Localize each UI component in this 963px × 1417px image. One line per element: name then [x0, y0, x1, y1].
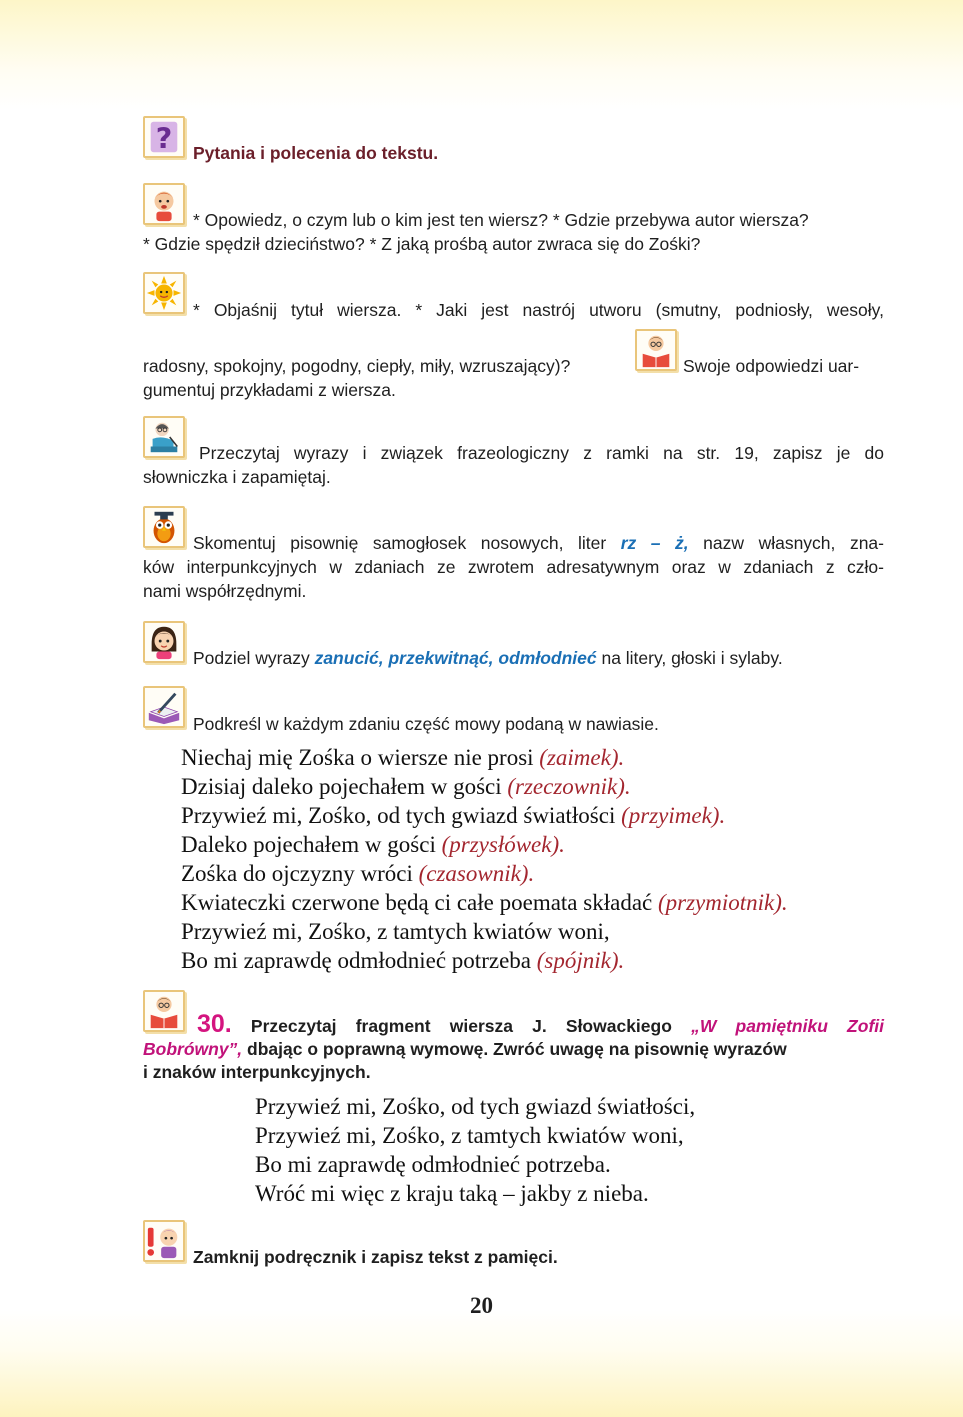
owl-teacher-icon: [143, 506, 185, 548]
q2-line2a: radosny, spokojny, pogodny, ciepły, miły, wzruszający)?: [143, 356, 571, 376]
exercise-number: 30.: [197, 1010, 232, 1038]
sentence-7: Przywieź mi, Zośko, z tamtych kwiatów woni,: [181, 919, 610, 944]
q3-line2: słowniczka i zapamiętaj.: [143, 467, 331, 487]
q4-line1: [193, 531, 884, 555]
q4-line1b: nazw własnych, zna-: [688, 533, 884, 553]
q2-line1: * Objaśnij tytuł wiersza. * Jaki jest nastrój utworu (smutny, podniosły, wesoły,: [193, 300, 884, 320]
poem-line: Przywieź mi, Zośko, od tych gwiazd światłości,: [255, 1094, 696, 1119]
pen-notebook-icon: [143, 686, 185, 728]
q2-line2b: Swoje odpowiedzi uar-: [683, 356, 860, 376]
q5-text: [193, 646, 783, 670]
poem-fragment: [255, 1092, 695, 1208]
sentence-8: Bo mi zaprawdę odmłodnieć potrzeba (spójnik).: [181, 948, 625, 973]
final-instruction: Zamknij podręcznik i zapisz tekst z pamięci.: [193, 1247, 558, 1267]
poem-line: Wróć mi więc z kraju taką – jakby z nieba.: [255, 1181, 649, 1206]
q5-after: na litery, głoski i sylaby.: [596, 648, 783, 668]
q1-line1: * Opowiedz, o czym lub o kim jest ten wiersz? * Gdzie przebywa autor wiersza?: [193, 210, 809, 230]
boy-reading-icon: [635, 329, 677, 371]
q4-highlight: rz – ż,: [620, 533, 689, 553]
section-title: Pytania i polecenia do tekstu.: [193, 143, 439, 163]
writing-person-icon: [143, 416, 185, 458]
question-mark-icon: [143, 116, 185, 158]
q5-before: Podziel wyrazy: [193, 648, 315, 668]
sentence-4: Daleko pojechałem w gości (przysłówek).: [181, 832, 565, 857]
page-number: 20: [470, 1293, 493, 1318]
sentence-5: Zośka do ojczyzny wróci (czasownik).: [181, 861, 535, 886]
q4-line2: ków interpunkcyjnych w zdaniach ze zwrotem adresatywnym oraz w zdaniach z czło-: [143, 557, 884, 577]
girl-talking-icon: [143, 183, 185, 225]
ex30-line1: 30. Przeczytaj fragment wiersza J. Słowackiego „W pamiętniku Zofii: [197, 1010, 884, 1038]
q2-line3: gumentuj przykładami z wiersza.: [143, 380, 396, 400]
exclamation-girl-icon: [143, 1220, 185, 1262]
q3-line1: Przeczytaj wyrazy i związek frazeologiczny z ramki na str. 19, zapisz je do: [199, 443, 884, 463]
ex30-line2: Bobrówny”, dbając o poprawną wymowę. Zwróć uwagę na pisownię wyrazów: [143, 1039, 787, 1059]
svg-text:?: ?: [155, 122, 173, 156]
sun-icon: [143, 272, 185, 314]
ex30-line3: i znaków interpunkcyjnych.: [143, 1062, 371, 1082]
poem-line: Przywieź mi, Zośko, z tamtych kwiatów woni,: [255, 1123, 684, 1148]
sentence-3: Przywieź mi, Zośko, od tych gwiazd światłości (przyimek).: [181, 803, 726, 828]
poem-line: Bo mi zaprawdę odmłodnieć potrzeba.: [255, 1152, 611, 1177]
q4-line1a: Skomentuj pisownię samogłosek nosowych, liter: [193, 533, 621, 553]
poem-title: „W pamiętniku Zofii: [691, 1016, 884, 1036]
q4-line3: nami współrzędnymi.: [143, 581, 307, 601]
girl-icon: [143, 621, 185, 663]
sentences-list: [181, 743, 788, 975]
q6-instruction: Podkreśl w każdym zdaniu część mowy podaną w nawiasie.: [193, 714, 659, 734]
sentence-6: Kwiateczki czerwone będą ci całe poemata składać (przymiotnik).: [181, 890, 788, 915]
sentence-2: Dzisiaj daleko pojechałem w gości (rzeczownik).: [181, 774, 631, 799]
q5-words: zanucić, przekwitnąć, odmłodnieć: [314, 648, 597, 668]
q1-line2: * Gdzie spędził dzieciństwo? * Z jaką prośbą autor zwraca się do Zośki?: [143, 234, 701, 254]
sentence-1: Niechaj mię Zośka o wiersze nie prosi (zaimek).: [181, 745, 625, 770]
boy-reading-icon: [143, 990, 185, 1032]
